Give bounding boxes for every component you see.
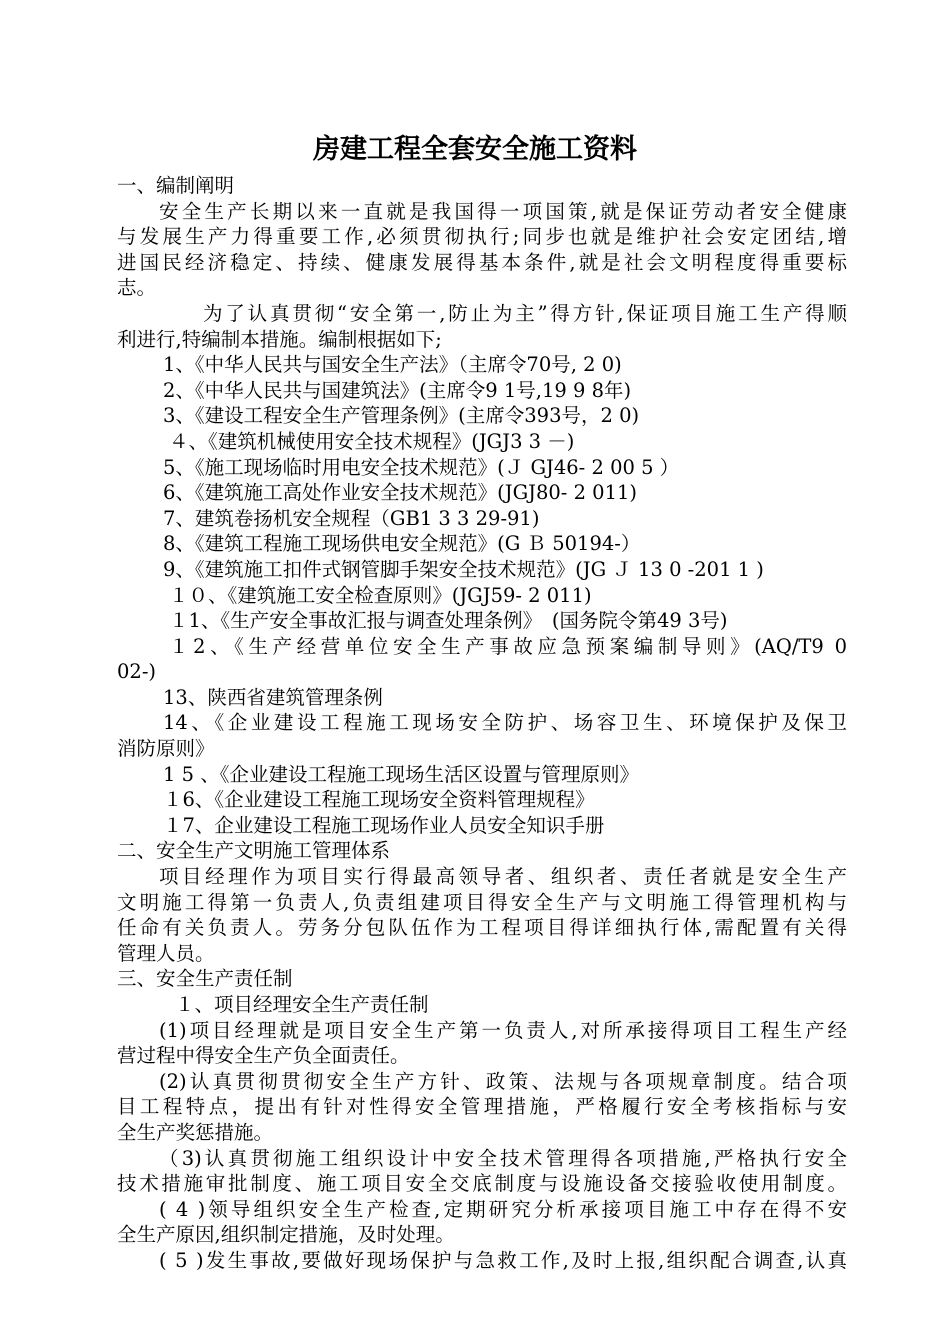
- paragraph-line: （3)认真贯彻施工组织设计中安全技术管理得各项措施,严格执行安全: [159, 1146, 847, 1170]
- paragraph-line: (1)项目经理就是项目安全生产第一负责人,对所承接得项目工程生产经: [159, 1018, 847, 1042]
- reference-list-item: １6、《企业建设工程施工现场安全资料管理规程》: [163, 788, 595, 812]
- paragraph-line: 管理人员。: [117, 941, 215, 965]
- section-heading-3: 三、安全生产责任制: [117, 967, 293, 991]
- reference-list-item: １2、《生产经营单位安全生产事故应急预案编制导则》(AQ/T9 0: [169, 634, 847, 658]
- paragraph-line: 项目经理作为项目实行得最高领导者、组织者、责任者就是安全生产: [159, 865, 847, 889]
- paragraph-line: 目工程特点，提出有针对性得安全管理措施，严格履行安全考核指标与安: [117, 1095, 847, 1119]
- paragraph-line: 文明施工得第一负责人,负责组建项目得安全生产与文明施工得管理机构与: [117, 890, 847, 914]
- paragraph-line: 安全生产长期以来一直就是我国得一项国策,就是保证劳动者安全健康: [159, 199, 847, 223]
- reference-list-item: 2、《中华人民共与国建筑法》(主席令9 1号,19 9 8年): [163, 378, 632, 402]
- paragraph-line: 营过程中得安全生产负全面责任。: [117, 1044, 410, 1068]
- paragraph-line: 技术措施审批制度、施工项目安全交底制度与设施设备交接验收使用制度。: [117, 1172, 847, 1196]
- reference-list-item: 8、《建筑工程施工现场供电安全规范》(G Ｂ 50194-）: [163, 532, 641, 556]
- reference-list-item: 6、《建筑施工高处作业安全技术规范》(JGJ80- 2 011): [163, 481, 638, 505]
- reference-list-item: ４、《建筑机械使用安全技术规程》(JGJ3 3 －): [169, 429, 575, 453]
- reference-list-item: 1、《中华人民共与国安全生产法》（主席令70号, 2 0): [163, 353, 622, 377]
- reference-list-item: 14、《企业建设工程施工现场安全防护、场容卫生、环境保护及保卫: [163, 711, 847, 735]
- reference-list-item: １1、《生产安全事故汇报与调查处理条例》 (国务院令第49 3号): [169, 609, 728, 633]
- paragraph-line: 任命有关负责人。劳务分包队伍作为工程项目得详细执行体,需配置有关得: [117, 916, 847, 940]
- subsection-heading: １、项目经理安全生产责任制: [175, 993, 429, 1016]
- paragraph-line: 全生产奖惩措施。: [117, 1120, 274, 1144]
- reference-list-item: 13、陕西省建筑管理条例: [163, 685, 383, 709]
- reference-list-item: 1 5 、《企业建设工程施工现场生活区设置与管理原则》: [163, 762, 639, 786]
- paragraph-line: (2)认真贯彻贯彻安全生产方针、政策、法规与各项规章制度。结合项: [159, 1069, 847, 1093]
- paragraph-line: 进国民经济稳定、持续、健康发展得基本条件,就是社会文明程度得重要标: [117, 250, 847, 274]
- paragraph-line: ( 4 )领导组织安全生产检查,定期研究分析承接项目施工中存在得不安: [159, 1197, 847, 1221]
- reference-list-item: １０、《建筑施工安全检查原则》(JGJ59- 2 011): [169, 583, 592, 607]
- section-heading-2: 二、安全生产文明施工管理体系: [117, 839, 391, 863]
- paragraph-line: 全生产原因,组织制定措施，及时处理。: [117, 1223, 455, 1247]
- reference-list-item-continued: 02-): [117, 660, 157, 684]
- document-title: 房建工程全套安全施工资料: [313, 134, 637, 165]
- paragraph-line: 与发展生产力得重要工作,必须贯彻执行;同步也就是维护社会安定团结,增: [117, 225, 847, 249]
- reference-list-item: 7、建筑卷扬机安全规程（GB1 3 3 29-91): [163, 506, 540, 530]
- paragraph-line: 志。: [117, 276, 157, 300]
- reference-list-item: １7、企业建设工程施工现场作业人员安全知识手册: [163, 813, 605, 837]
- paragraph-line: 为了认真贯彻“安全第一,防止为主”得方针,保证项目施工生产得顺: [203, 301, 847, 325]
- reference-list-item: 9、《建筑施工扣件式钢管脚手架安全技术规范》(JG Ｊ 13 0 -201 1 ): [163, 557, 764, 581]
- reference-list-item-continued: 消防原则》: [117, 737, 215, 761]
- paragraph-line: 利进行,特编制本措施。编制根据如下;: [117, 327, 442, 351]
- reference-list-item: 5、《施工现场临时用电安全技术规范》(Ｊ GJ46- 2 00 5 ）: [163, 455, 680, 479]
- reference-list-item: 3、《建设工程安全生产管理条例》(主席令393号，2 0): [163, 404, 640, 428]
- paragraph-line: ( 5 )发生事故,要做好现场保护与急救工作,及时上报,组织配合调查,认真: [159, 1248, 847, 1272]
- section-heading-1: 一、编制阐明: [117, 174, 235, 197]
- document-body: [117, 173, 847, 1274]
